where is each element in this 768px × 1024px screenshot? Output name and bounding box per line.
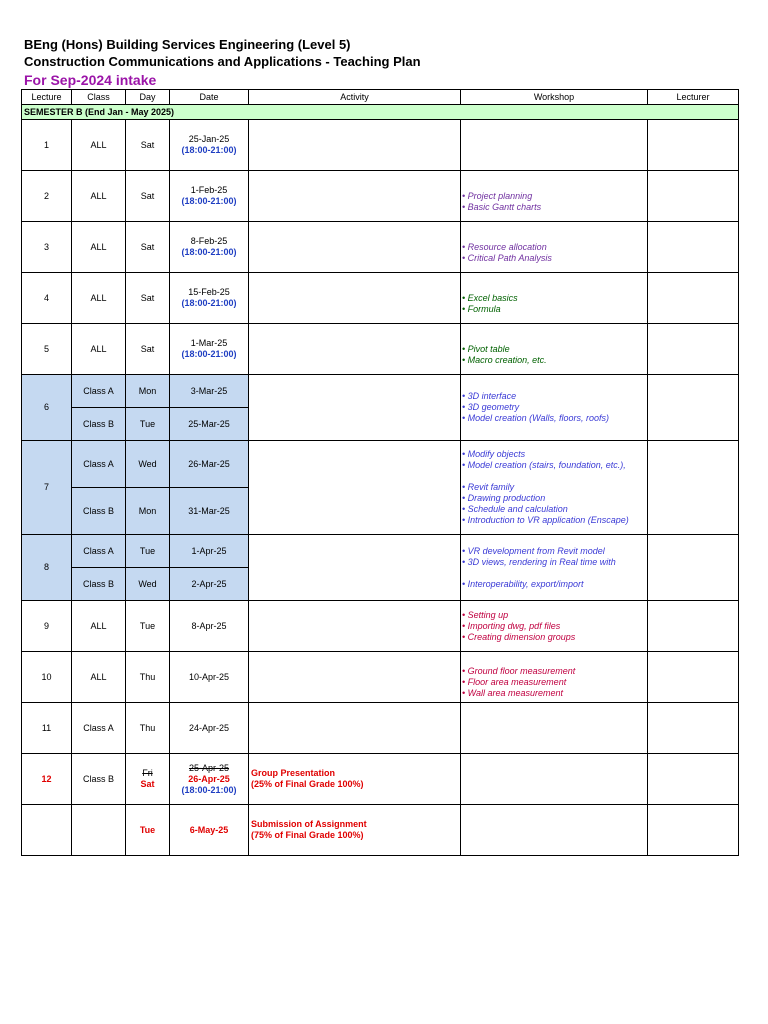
- table-row: [22, 441, 739, 488]
- date-cell: 25-Mar-25: [170, 408, 249, 441]
- day-cell: Tue: [126, 805, 170, 856]
- workshop-item: • 3D geometry: [462, 402, 520, 412]
- date-text: 1-Mar-25: [190, 338, 228, 348]
- workshop-cell: [461, 601, 648, 652]
- table-row: [22, 754, 739, 805]
- workshop-cell: [461, 754, 648, 805]
- time-text: (18:00-21:00): [181, 784, 237, 795]
- lecture-number: 2: [22, 171, 72, 222]
- old-day-text: Fri: [142, 768, 153, 778]
- col-header-day: Day: [126, 90, 170, 105]
- day-cell: Mon: [126, 488, 170, 535]
- lecture-number: 10: [22, 652, 72, 703]
- lecturer-cell: [648, 222, 739, 273]
- class-cell: ALL: [72, 171, 126, 222]
- activity-cell: [249, 441, 461, 535]
- lecture-number: 1: [22, 120, 72, 171]
- workshop-item: • Critical Path Analysis: [462, 253, 552, 263]
- lecturer-cell: [648, 324, 739, 375]
- table-row: [22, 601, 739, 652]
- date-cell: 6-May-25: [170, 805, 249, 856]
- class-cell: ALL: [72, 222, 126, 273]
- day-cell: Sat: [126, 273, 170, 324]
- table-row: [22, 652, 739, 703]
- class-cell: ALL: [72, 120, 126, 171]
- day-cell: Wed: [126, 441, 170, 488]
- lecturer-cell: [648, 441, 739, 535]
- activity-cell: [249, 375, 461, 441]
- intake-label: For Sep-2024 intake: [24, 72, 157, 88]
- date-cell: [170, 754, 249, 805]
- workshop-item: • Revit family: [462, 482, 515, 492]
- activity-cell: [249, 324, 461, 375]
- lecturer-cell: [648, 375, 739, 441]
- workshop-item: • Creating dimension groups: [462, 631, 576, 642]
- lecture-number: 12: [22, 754, 72, 805]
- date-cell: 26-Mar-25: [170, 441, 249, 488]
- workshop-cell: [461, 441, 648, 535]
- date-text: 1-Feb-25: [190, 185, 228, 195]
- class-cell: ALL: [72, 273, 126, 324]
- table-row: [22, 324, 739, 375]
- day-cell: Tue: [126, 601, 170, 652]
- workshop-item: • VR development from Revit model: [462, 545, 605, 556]
- workshop-cell: [461, 805, 648, 856]
- workshop-item: • Pivot table: [462, 344, 510, 354]
- date-cell: [170, 273, 249, 324]
- col-header-workshop: Workshop: [461, 90, 648, 105]
- lecturer-cell: [648, 652, 739, 703]
- date-cell: 2-Apr-25: [170, 568, 249, 601]
- lecturer-cell: [648, 171, 739, 222]
- semester-row: [22, 105, 739, 120]
- day-cell: Sat: [126, 171, 170, 222]
- lecturer-cell: [648, 273, 739, 324]
- day-text: Sat: [140, 779, 155, 789]
- date-cell: 10-Apr-25: [170, 652, 249, 703]
- time-text: (18:00-21:00): [181, 298, 237, 308]
- class-cell: ALL: [72, 652, 126, 703]
- workshop-item: • Interoperability, export/import: [462, 578, 584, 589]
- class-cell: Class B: [72, 488, 126, 535]
- workshop-item: • Formula: [462, 304, 501, 314]
- workshop-cell: [461, 120, 648, 171]
- date-text: 26-Apr-25: [188, 773, 230, 784]
- lecture-number: 6: [22, 375, 72, 441]
- day-cell: Sat: [126, 120, 170, 171]
- table-row: [22, 535, 739, 568]
- workshop-item: • Project planning: [462, 191, 533, 201]
- workshop-item: • Drawing production: [462, 493, 546, 503]
- activity-cell: [249, 652, 461, 703]
- workshop-spacer: [462, 568, 647, 579]
- workshop-item: • Basic Gantt charts: [462, 202, 542, 212]
- col-header-lecture: Lecture: [22, 90, 72, 105]
- workshop-cell: [461, 375, 648, 441]
- document-subtitle: Construction Communications and Applications - Teaching Plan: [24, 54, 421, 69]
- workshop-cell: [461, 703, 648, 754]
- class-cell: Class B: [72, 754, 126, 805]
- workshop-spacer: [462, 471, 647, 482]
- class-cell: Class A: [72, 441, 126, 488]
- class-cell: Class A: [72, 375, 126, 408]
- table-row: [22, 805, 739, 856]
- date-cell: 8-Apr-25: [170, 601, 249, 652]
- workshop-item: • Introduction to VR application (Enscape): [462, 515, 629, 525]
- workshop-cell: [461, 324, 648, 375]
- lecturer-cell: [648, 805, 739, 856]
- date-text: 25-Jan-25: [188, 134, 230, 144]
- col-header-class: Class: [72, 90, 126, 105]
- workshop-item: • Setting up: [462, 609, 509, 620]
- col-header-lecturer: Lecturer: [648, 90, 739, 105]
- lecture-number: 11: [22, 703, 72, 754]
- col-header-date: Date: [170, 90, 249, 105]
- date-text: 15-Feb-25: [188, 287, 230, 297]
- lecturer-cell: [648, 703, 739, 754]
- lecturer-cell: [648, 601, 739, 652]
- workshop-item: • Excel basics: [462, 293, 518, 303]
- workshop-item: • 3D interface: [462, 391, 517, 401]
- class-cell: [72, 805, 126, 856]
- table-row: [22, 222, 739, 273]
- table-row: [22, 171, 739, 222]
- date-cell: [170, 171, 249, 222]
- lecture-number: 8: [22, 535, 72, 601]
- class-cell: Class A: [72, 703, 126, 754]
- workshop-cell: [461, 652, 648, 703]
- lecture-number: [22, 805, 72, 856]
- activity-title: Submission of Assignment: [251, 819, 367, 829]
- lecture-number: 5: [22, 324, 72, 375]
- activity-cell: [249, 222, 461, 273]
- time-text: (18:00-21:00): [181, 349, 237, 359]
- time-text: (18:00-21:00): [181, 196, 237, 206]
- day-cell: Tue: [126, 535, 170, 568]
- date-text: 8-Feb-25: [190, 236, 228, 246]
- workshop-item: • Schedule and calculation: [462, 504, 568, 514]
- date-cell: [170, 324, 249, 375]
- day-cell: Tue: [126, 408, 170, 441]
- date-cell: 1-Apr-25: [170, 535, 249, 568]
- workshop-cell: [461, 273, 648, 324]
- class-cell: Class A: [72, 535, 126, 568]
- workshop-cell: [461, 535, 648, 601]
- activity-weight: (25% of Final Grade 100%): [251, 779, 364, 789]
- workshop-item: • Wall area measurement: [462, 688, 564, 698]
- lecture-number: 9: [22, 601, 72, 652]
- table-row: [22, 120, 739, 171]
- workshop-item: • Resource allocation: [462, 242, 547, 252]
- workshop-item: • Ground floor measurement: [462, 666, 576, 676]
- table-row: [22, 273, 739, 324]
- day-cell: Thu: [126, 652, 170, 703]
- activity-cell: [249, 535, 461, 601]
- col-header-activity: Activity: [249, 90, 461, 105]
- workshop-item: • Macro creation, etc.: [462, 355, 547, 365]
- class-cell: Class B: [72, 568, 126, 601]
- lecture-number: 7: [22, 441, 72, 535]
- teaching-plan-table: [21, 89, 739, 856]
- class-cell: Class B: [72, 408, 126, 441]
- activity-cell: [249, 273, 461, 324]
- table-header-row: [22, 90, 739, 105]
- date-cell: 24-Apr-25: [170, 703, 249, 754]
- date-cell: 31-Mar-25: [170, 488, 249, 535]
- class-cell: ALL: [72, 601, 126, 652]
- activity-cell: [249, 120, 461, 171]
- day-cell: Mon: [126, 375, 170, 408]
- time-text: (18:00-21:00): [181, 145, 237, 155]
- date-cell: [170, 222, 249, 273]
- time-text: (18:00-21:00): [181, 247, 237, 257]
- class-cell: ALL: [72, 324, 126, 375]
- workshop-item: • Importing dwg, pdf files: [462, 620, 561, 631]
- activity-cell: [249, 805, 461, 856]
- activity-title: Group Presentation: [251, 768, 336, 778]
- workshop-item: • Model creation (Walls, floors, roofs): [462, 413, 610, 423]
- workshop-cell: [461, 222, 648, 273]
- activity-cell: [249, 703, 461, 754]
- lecturer-cell: [648, 754, 739, 805]
- workshop-item: • Model creation (stairs, foundation, etc.),: [462, 460, 626, 470]
- date-cell: 3-Mar-25: [170, 375, 249, 408]
- workshop-item: • 3D views, rendering in Real time with: [462, 556, 616, 567]
- workshop-item: • Floor area measurement: [462, 677, 567, 687]
- document-title: BEng (Hons) Building Services Engineering (Level 5): [24, 37, 351, 52]
- day-cell: [126, 754, 170, 805]
- lecture-number: 3: [22, 222, 72, 273]
- semester-label: SEMESTER B (End Jan - May 2025): [22, 105, 739, 120]
- table-row: [22, 375, 739, 408]
- activity-weight: (75% of Final Grade 100%): [251, 830, 364, 840]
- day-cell: Sat: [126, 324, 170, 375]
- day-cell: Sat: [126, 222, 170, 273]
- old-date-text: 25-Apr-25: [188, 762, 230, 773]
- date-cell: [170, 120, 249, 171]
- activity-cell: [249, 601, 461, 652]
- lecturer-cell: [648, 535, 739, 601]
- day-cell: Thu: [126, 703, 170, 754]
- lecturer-cell: [648, 120, 739, 171]
- activity-cell: [249, 754, 461, 805]
- day-cell: Wed: [126, 568, 170, 601]
- lecture-number: 4: [22, 273, 72, 324]
- workshop-item: • Modify objects: [462, 449, 526, 459]
- activity-cell: [249, 171, 461, 222]
- workshop-cell: [461, 171, 648, 222]
- table-row: [22, 703, 739, 754]
